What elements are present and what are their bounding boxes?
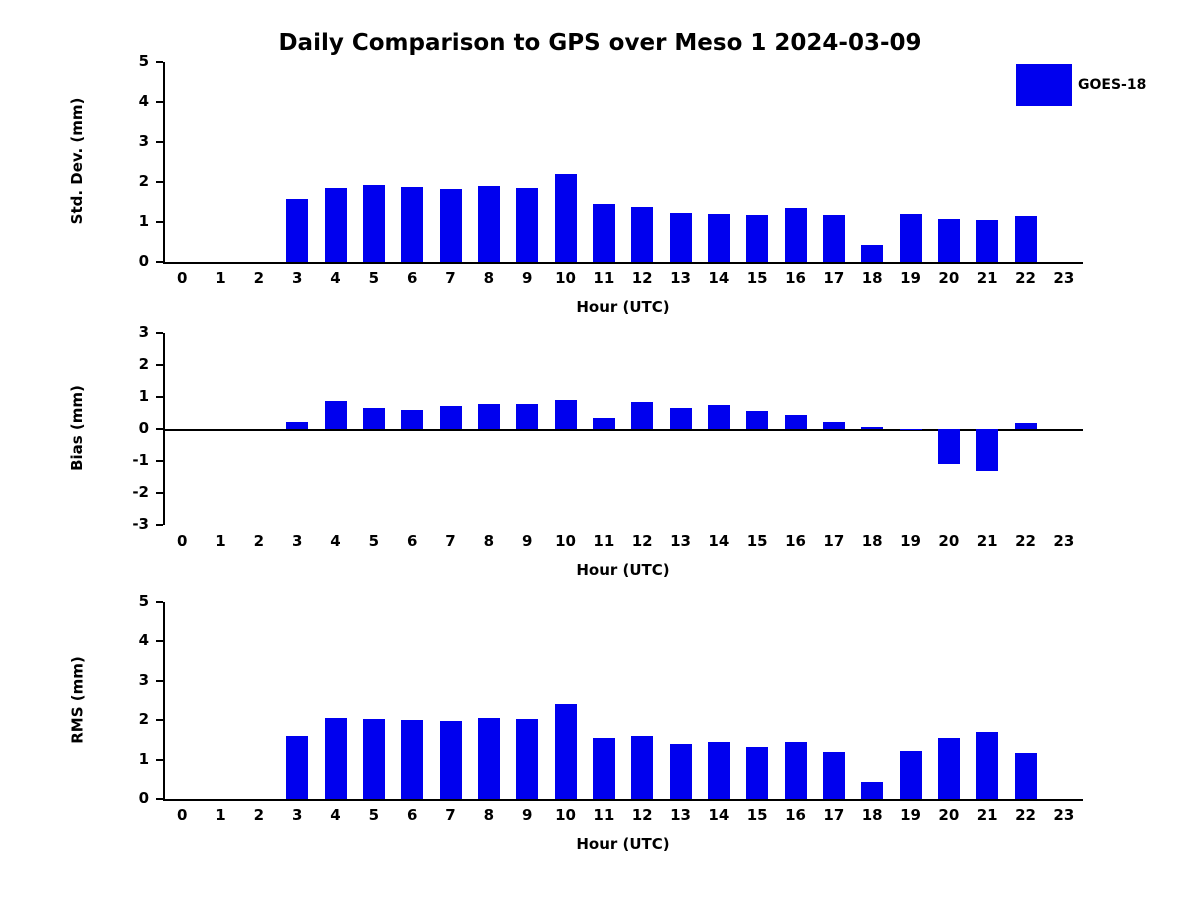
x-tick-label: 11 [593, 269, 615, 287]
x-tick-label: 3 [291, 806, 303, 824]
x-tick-label: 15 [746, 806, 768, 824]
y-tick-label: 3 [138, 132, 149, 150]
bar [900, 751, 922, 799]
x-tick-label: 2 [253, 269, 265, 287]
y-tick-label: 3 [138, 670, 149, 689]
x-tick-label: 16 [785, 269, 806, 287]
y-tick-label: 4 [138, 631, 149, 650]
y-tick-label: 5 [138, 52, 149, 70]
bar [861, 245, 883, 262]
y-tick-label: 3 [138, 323, 149, 341]
y-tick-label: 0 [138, 419, 149, 437]
y-tick-label: 0 [138, 252, 149, 270]
x-tick-label: 11 [593, 532, 615, 550]
x-tick-label: 5 [368, 806, 380, 824]
x-tick-label: 15 [746, 269, 768, 287]
x-tick-label: 1 [215, 806, 226, 824]
bar [516, 188, 538, 262]
x-tick-label: 3 [291, 269, 303, 287]
x-tick-label: 21 [976, 806, 998, 824]
bar [938, 738, 960, 799]
x-tick-label: 14 [708, 532, 730, 550]
bar [976, 732, 998, 799]
y-tickmark [156, 261, 163, 263]
bar [746, 411, 768, 429]
y-tickmark [156, 181, 163, 183]
x-tick-label: 9 [521, 532, 533, 550]
x-tick-label: 9 [521, 806, 533, 824]
x-tick-label: 15 [746, 532, 768, 550]
x-tick-label: 21 [976, 532, 998, 550]
y-tickmark [156, 601, 163, 603]
x-tick-label: 17 [823, 269, 845, 287]
bar [440, 721, 462, 799]
bar [593, 418, 615, 429]
x-tick-label: 16 [785, 532, 806, 550]
y-tickmark [156, 221, 163, 223]
bar [861, 782, 883, 799]
x-tick-label: 22 [1015, 269, 1036, 287]
y-tickmark [156, 492, 163, 494]
y-tickmark [156, 364, 163, 366]
x-tick-label: 13 [670, 269, 691, 287]
x-tick-label: 14 [708, 806, 730, 824]
bar [478, 186, 500, 262]
legend [1016, 64, 1146, 106]
bar [670, 213, 692, 262]
y-tickmark [156, 524, 163, 526]
x-tick-label: 0 [176, 532, 188, 550]
x-tick-label: 0 [176, 806, 188, 824]
x-tick-label: 23 [1053, 806, 1075, 824]
x-axis-label-rms: Hour (UTC) [576, 835, 670, 853]
bar [900, 214, 922, 262]
bar [785, 742, 807, 799]
y-tickmark [156, 332, 163, 334]
x-tick-label: 22 [1015, 806, 1036, 824]
y-tickmark [156, 101, 163, 103]
bar [976, 220, 998, 262]
y-tick-label: -2 [132, 483, 149, 501]
x-tick-label: 16 [785, 806, 806, 824]
x-tick-label: 6 [406, 532, 418, 550]
x-tick-label: 19 [900, 532, 921, 550]
y-axis-line-std-dev [163, 62, 165, 262]
legend-item-label: GOES-18 [1078, 77, 1147, 93]
bar [440, 189, 462, 262]
bar [785, 415, 807, 429]
x-tick-label: 8 [483, 269, 495, 287]
x-tick-label: 12 [631, 532, 653, 550]
x-tick-label: 13 [670, 532, 691, 550]
x-tick-label: 10 [555, 806, 576, 824]
y-tickmark [156, 759, 163, 761]
x-tick-label: 8 [483, 532, 495, 550]
x-tick-label: 6 [406, 269, 418, 287]
x-tick-label: 12 [631, 806, 653, 824]
bar [440, 406, 462, 429]
x-tick-label: 10 [555, 269, 576, 287]
bar [286, 199, 308, 262]
x-tick-label: 1 [215, 269, 226, 287]
bar [670, 744, 692, 799]
bar [516, 719, 538, 799]
bar [746, 215, 768, 262]
bar [785, 208, 807, 262]
bar [631, 736, 653, 799]
bar [708, 405, 730, 429]
bar [861, 427, 883, 429]
bar [555, 400, 577, 429]
y-tickmark [156, 61, 163, 63]
bar [516, 404, 538, 429]
x-tick-label: 4 [330, 532, 341, 550]
x-tick-label: 7 [445, 806, 456, 824]
x-tick-label: 13 [670, 806, 691, 824]
x-axis-line-rms [163, 799, 1083, 801]
x-tick-label: 9 [521, 269, 533, 287]
x-tick-label: 4 [330, 806, 341, 824]
y-tickmark [156, 428, 163, 430]
bar [1015, 753, 1037, 799]
x-tick-label: 4 [330, 269, 341, 287]
bar [823, 215, 845, 262]
bar [708, 214, 730, 262]
x-tick-label: 5 [368, 532, 380, 550]
y-tick-label: 2 [138, 355, 149, 373]
y-tick-label: 4 [138, 92, 149, 110]
bar [325, 718, 347, 799]
x-tick-label: 7 [445, 532, 456, 550]
x-axis-label-std-dev: Hour (UTC) [576, 298, 670, 316]
bar [325, 188, 347, 262]
bar [555, 704, 577, 799]
y-tickmark [156, 680, 163, 682]
x-tick-label: 14 [708, 269, 730, 287]
x-tick-label: 18 [861, 806, 883, 824]
bar [401, 720, 423, 799]
y-tick-label: 1 [138, 749, 149, 768]
bar [823, 422, 845, 429]
bar [938, 219, 960, 262]
y-tick-label: -3 [132, 515, 149, 533]
x-tick-label: 1 [215, 532, 226, 550]
bar [746, 747, 768, 799]
bar [670, 408, 692, 429]
x-tick-label: 19 [900, 269, 921, 287]
x-tick-label: 23 [1053, 269, 1075, 287]
y-tick-label: 0 [138, 789, 149, 807]
bar [708, 742, 730, 799]
x-tick-label: 11 [593, 806, 615, 824]
bar [1015, 423, 1037, 429]
x-tick-label: 10 [555, 532, 576, 550]
bar [325, 401, 347, 429]
x-axis-label-bias: Hour (UTC) [576, 561, 670, 579]
x-tick-label: 2 [253, 532, 265, 550]
x-tick-label: 18 [861, 269, 883, 287]
y-tick-label: 2 [138, 172, 149, 190]
y-axis-label-rms: RMS (mm) [68, 655, 86, 744]
bar [631, 207, 653, 262]
legend-color-swatch [1016, 64, 1072, 106]
y-tickmark [156, 141, 163, 143]
y-tickmark [156, 798, 163, 800]
y-tickmark [156, 396, 163, 398]
x-tick-label: 20 [938, 269, 960, 287]
x-tick-label: 17 [823, 806, 845, 824]
x-tick-label: 7 [445, 269, 456, 287]
x-tick-label: 0 [176, 269, 188, 287]
x-tick-label: 12 [631, 269, 653, 287]
bar [938, 429, 960, 464]
y-tick-label: 1 [138, 212, 149, 230]
x-tick-label: 8 [483, 806, 495, 824]
bar [286, 736, 308, 799]
y-tick-label: 2 [138, 710, 149, 729]
x-tick-label: 21 [976, 269, 998, 287]
bar [286, 422, 308, 429]
y-tickmark [156, 460, 163, 462]
bar [900, 429, 922, 430]
bar [823, 752, 845, 799]
bar [363, 408, 385, 429]
bar [593, 738, 615, 799]
y-tickmark [156, 640, 163, 642]
x-tick-label: 2 [253, 806, 265, 824]
y-axis-label-bias: Bias (mm) [68, 385, 86, 471]
x-tick-label: 17 [823, 532, 845, 550]
bar [363, 185, 385, 262]
y-tickmark [156, 719, 163, 721]
bar [401, 187, 423, 262]
y-tick-label: 5 [138, 592, 149, 610]
bar [631, 402, 653, 429]
bar [401, 410, 423, 429]
x-tick-label: 18 [861, 532, 883, 550]
y-axis-line-rms [163, 602, 165, 799]
y-tick-label: -1 [132, 451, 149, 469]
x-tick-label: 6 [406, 806, 418, 824]
x-tick-label: 3 [291, 532, 303, 550]
bar [363, 719, 385, 799]
x-tick-label: 20 [938, 532, 960, 550]
x-tick-label: 23 [1053, 532, 1075, 550]
page-title: Daily Comparison to GPS over Meso 1 2024-03-09 [278, 30, 922, 56]
y-axis-label-std-dev: Std. Dev. (mm) [68, 97, 86, 225]
x-tick-label: 20 [938, 806, 960, 824]
x-tick-label: 19 [900, 806, 921, 824]
bar [478, 404, 500, 429]
bar [478, 718, 500, 799]
bar [555, 174, 577, 262]
x-tick-label: 5 [368, 269, 380, 287]
x-tick-label: 22 [1015, 532, 1036, 550]
bar [1015, 216, 1037, 262]
x-axis-line-std-dev [163, 262, 1083, 264]
bar [593, 204, 615, 262]
y-tick-label: 1 [138, 387, 149, 405]
bar [976, 429, 998, 471]
